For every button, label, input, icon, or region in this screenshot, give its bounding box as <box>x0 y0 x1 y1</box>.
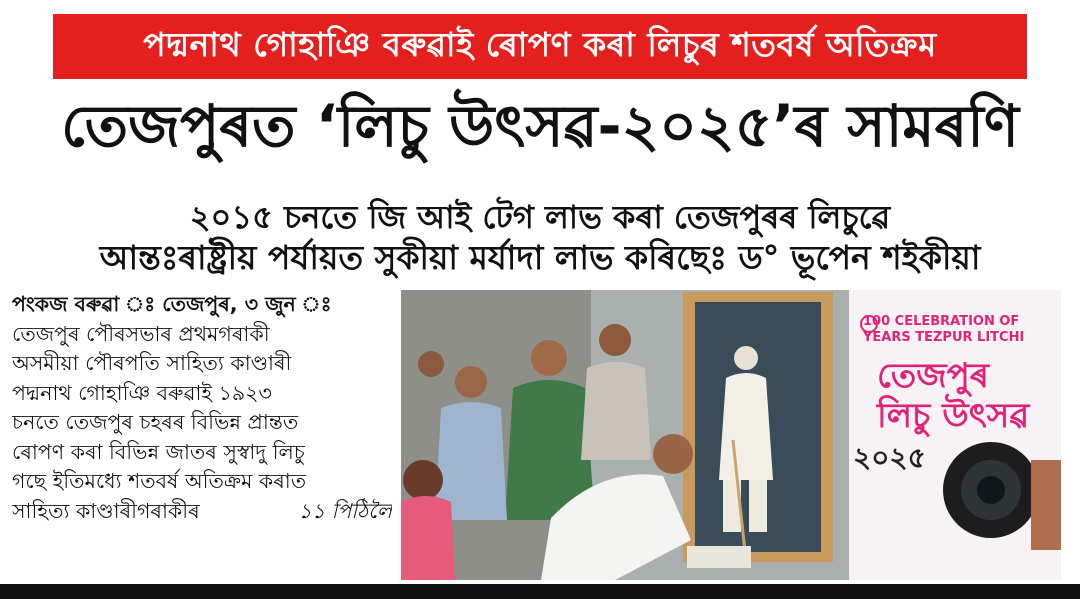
banner-title <box>877 356 1029 436</box>
article-line: গছে ইতিমধ্যে শতবৰ্ষ অতিক্ৰম কৰাত <box>12 469 307 493</box>
headline: তেজপুৰত ‘লিচু উৎসৱ-২০২৫’ৰ সামৰণি <box>61 92 1019 160</box>
article-line: সাহিত্য কাণ্ডাৰীগৰাকীৰ <box>12 498 200 523</box>
continued-marker: ১১ পিঠিলৈ <box>298 498 392 523</box>
article-line: চনতে তেজপুৰ চহৰৰ বিভিন্ন প্ৰান্তত <box>12 410 299 434</box>
banner-line-2: YEARS TEZPUR LITCHI <box>863 330 1025 345</box>
kicker-banner <box>53 14 1027 79</box>
news-photo <box>401 290 1061 580</box>
article-line: পদ্মনাথ গোহাঞি বৰুৱাই ১৯২৩ <box>12 380 272 405</box>
bottom-border <box>0 584 1080 599</box>
banner-line-1: 100 CELEBRATION OF <box>863 314 1020 329</box>
article-body <box>12 290 392 526</box>
banner-caption <box>863 314 1024 346</box>
banner-title-1: তেজপুৰ <box>877 356 989 396</box>
article-line: অসমীয়া পৌৰপতি সাহিত্য কাণ্ডাৰী <box>12 351 292 375</box>
article-last-line <box>12 497 392 527</box>
banner-title-2: লিচু উৎসৱ <box>877 396 1030 436</box>
article-line: তেজপুৰ পৌৰসভাৰ প্ৰথমগৰাকী <box>12 321 270 346</box>
banner-year: ২০২৫ <box>853 441 926 474</box>
kicker-text: পদ্মনাথ গোহাঞি বৰুৱাই ৰোপণ কৰা লিচুৰ শতবৰ্ষ অতিক্ৰম <box>143 24 937 64</box>
byline: পংকজ বৰুৱা ঃ তেজপুৰ, ৩ জুন ঃ <box>12 292 332 316</box>
subheadline-line-2: আন্তঃৰাষ্ট্ৰীয় পৰ্যায়ত সুকীয়া মৰ্যাদা লাভ কৰিছেঃ ড° ভূপেন শইকীয়া <box>99 238 981 277</box>
subheadline-line-1: ২০১৫ চনতে জি আই টেগ লাভ কৰা তেজপুৰৰ লিচুৱে <box>189 198 891 236</box>
article-line: ৰোপণ কৰা বিভিন্ন জাতৰ সুস্বাদু লিচু <box>12 439 305 464</box>
